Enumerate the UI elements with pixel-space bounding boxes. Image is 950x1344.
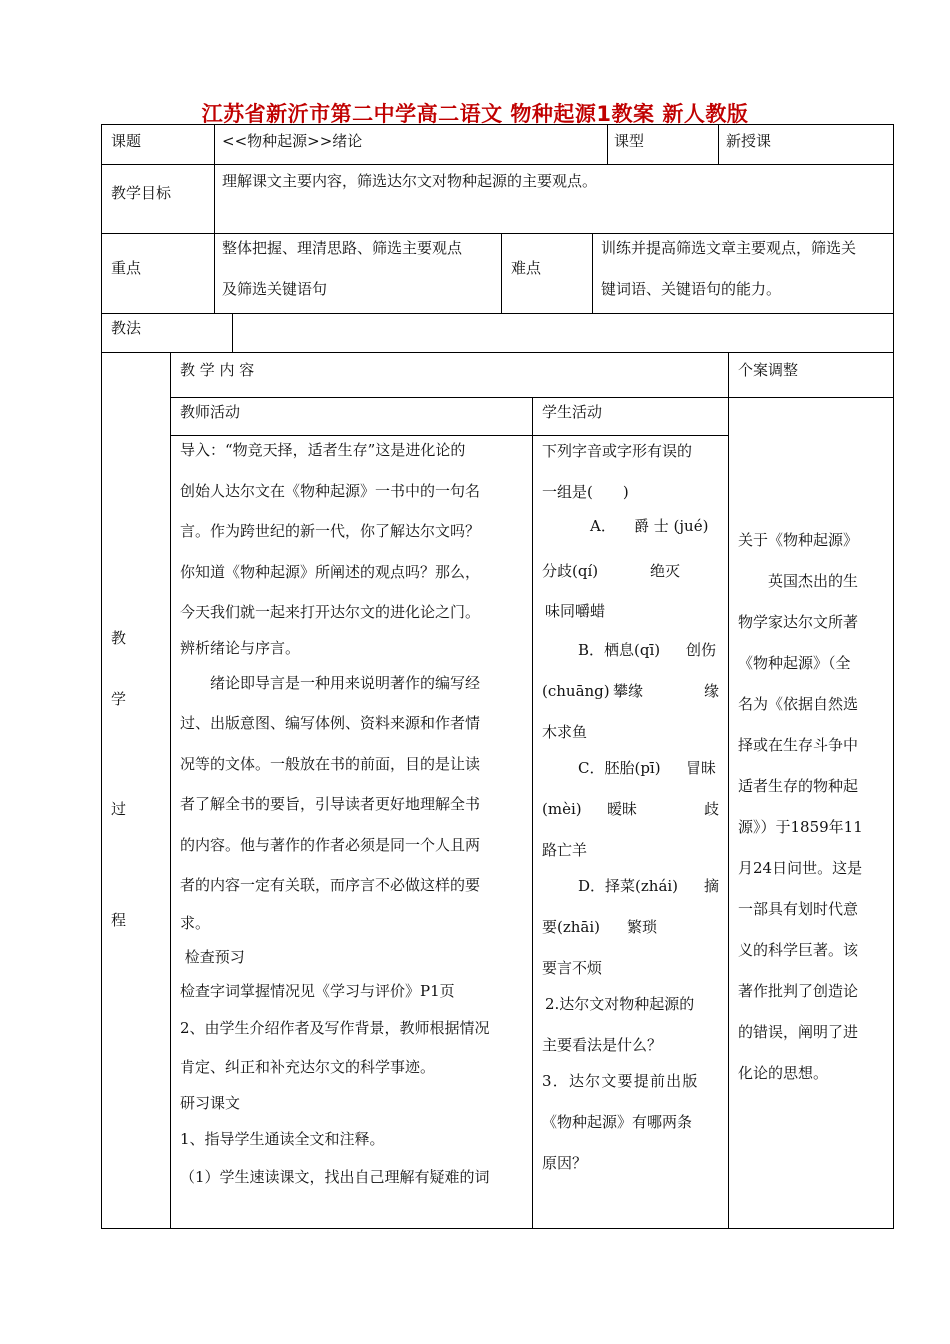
key-value-line1: 整体把握、理清思路、筛选主要观点: [222, 239, 463, 257]
option-b-word: 缘: [704, 682, 720, 700]
teacher-line: 1、指导学生通读全文和注释。: [180, 1129, 385, 1148]
question-3-line2: 《物种起源》有哪两条: [542, 1113, 693, 1131]
adjust-line: 月24日问世。这是: [738, 859, 863, 877]
col-divider: [607, 124, 608, 165]
teacher-activity-header: 教师活动: [180, 403, 241, 421]
adjust-line: 一部具有划时代意: [738, 900, 859, 918]
col-divider: [592, 233, 593, 314]
adjust-line: 物学家达尔文所著: [738, 613, 859, 631]
option-b-label: B．栖息(qī): [578, 641, 661, 659]
lesson-type-label: 课型: [614, 132, 645, 150]
topic-value: <<物种起源>>绪论: [222, 132, 363, 150]
teacher-line: 的内容。他与著作的作者必须是同一个人且两: [180, 835, 481, 854]
teacher-line: 辨析绪论与序言。: [180, 638, 301, 657]
row-divider: [101, 313, 894, 314]
process-label-char: 过: [111, 800, 127, 818]
adjust-line: 义的科学巨著。该: [738, 941, 859, 959]
difficulty-line2: 键词语、关键语句的能力。: [601, 280, 782, 298]
option-d-word: 要言不烦: [542, 959, 603, 977]
col-divider: [501, 233, 502, 314]
teacher-line: 你知道《物种起源》所阐述的观点吗？那么，: [180, 562, 481, 581]
teacher-line: 绪论即导言是一种用来说明著作的编写经: [180, 673, 481, 692]
option-c-word: 冒昧: [686, 759, 717, 777]
key-label: 重点: [111, 259, 142, 277]
adjust-line: 关于《物种起源》: [738, 531, 859, 549]
adjust-line: 《物种起源》（全: [738, 654, 851, 672]
question-2-line2: 主要看法是什么？: [542, 1036, 663, 1054]
adjust-line: 化论的思想。: [738, 1064, 829, 1082]
option-b-word: 创伤: [686, 641, 717, 659]
option-a-label: A．: [590, 517, 616, 535]
option-a-word: 爵 士 (jué): [634, 517, 709, 535]
col-divider: [214, 124, 215, 234]
method-label: 教法: [111, 319, 142, 337]
row-divider: [101, 352, 894, 353]
adjust-header: 个案调整: [738, 361, 799, 379]
col-divider: [232, 313, 233, 353]
goal-value: 理解课文主要内容，筛选达尔文对物种起源的主要观点。: [222, 172, 598, 190]
option-c-word: 路亡羊: [542, 841, 588, 859]
option-a-word: 味同嚼蜡: [545, 602, 606, 620]
teacher-line: 检查字词掌握情况见《学习与评价》P1页: [180, 981, 455, 1000]
teacher-line: 者的内容一定有关联，而序言不必做这样的要: [180, 876, 481, 894]
col-divider: [214, 233, 215, 314]
adjust-line: 的错误，阐明了进: [738, 1023, 859, 1041]
topic-label: 课题: [111, 132, 142, 150]
process-label-char: 教: [111, 629, 127, 647]
teacher-line: 研习课文: [180, 1093, 241, 1112]
option-a-word: 绝灭: [650, 562, 681, 580]
teacher-line: 况等的文体。一般放在书的前面，目的是让读: [180, 754, 481, 773]
adjust-notes: [738, 520, 886, 1094]
teacher-line: 过、出版意图、编写体例、资料来源和作者情: [180, 714, 481, 732]
question-1-line2: 一组是( ): [542, 483, 629, 501]
teacher-line: 今天我们就一起来打开达尔文的进化论之门。: [180, 603, 481, 621]
teacher-line: 创始人达尔文在《物种起源》一书中的一句名: [180, 481, 481, 500]
option-a-word: 分歧(qí): [542, 562, 599, 580]
col-divider: [532, 397, 533, 1229]
content-header: 教 学 内 容: [180, 361, 255, 379]
option-b-word: 木求鱼: [542, 723, 588, 741]
teacher-line: 肯定、纠正和补充达尔文的科学事迹。: [180, 1057, 436, 1076]
row-divider: [101, 164, 894, 165]
option-d-word: 要(zhāi): [542, 918, 601, 936]
question-1-line1: 下列字音或字形有误的: [542, 442, 693, 460]
goal-label: 教学目标: [111, 184, 172, 202]
col-divider: [170, 352, 171, 1229]
adjust-line: 著作批判了创造论: [738, 982, 859, 1000]
col-divider: [728, 352, 729, 1229]
row-divider: [101, 233, 894, 234]
option-c-word: 歧: [704, 800, 720, 818]
option-b-word: 攀缘: [613, 682, 644, 700]
process-label-char: 学: [111, 690, 127, 708]
teacher-line: 2、由学生介绍作者及写作背景，教师根据情况: [180, 1018, 490, 1037]
question-3-line3: 原因？: [542, 1154, 588, 1172]
key-value-line2: 及筛选关键语句: [222, 280, 328, 298]
option-c-word: (mèi): [542, 800, 582, 818]
teacher-line: 检查预习: [180, 947, 245, 966]
question-3-line1: 3．达尔文要提前出版: [542, 1072, 699, 1090]
option-d-word: 繁琐: [627, 918, 658, 936]
adjust-line: 英国杰出的生: [738, 572, 859, 590]
teacher-activity-text: [180, 430, 525, 1196]
adjust-line: 源》）于1859年11: [738, 818, 863, 836]
teacher-line: 者了解全书的要旨，引导读者更好地理解全书: [180, 795, 481, 813]
adjust-line: 择或在生存斗争中: [738, 736, 859, 754]
adjust-line: 名为《依据自然选: [738, 695, 859, 713]
difficulty-label: 难点: [511, 259, 542, 277]
option-c-word: 暧昧: [607, 800, 638, 818]
option-d-label: D．择菜(zhái): [578, 877, 679, 895]
difficulty-line1: 训练并提高筛选文章主要观点，筛选关: [601, 239, 857, 257]
option-c-label: C．胚胎(pī): [578, 759, 661, 777]
option-b-word: (chuāng): [542, 682, 610, 700]
option-d-word: 摘: [704, 877, 720, 895]
adjust-line: 适者生存的物种起: [738, 777, 859, 795]
teacher-line: 求。: [180, 913, 211, 932]
teacher-line: （1）学生速读课文，找出自己理解有疑难的词: [180, 1167, 490, 1186]
lesson-type-value: 新授课: [726, 132, 772, 150]
col-divider: [718, 124, 719, 165]
student-activity-header: 学生活动: [542, 403, 603, 421]
process-label-char: 程: [111, 911, 127, 929]
teacher-line: 导入：“物竞天择，适者生存”这是进化论的: [180, 441, 466, 459]
teacher-line: 言。作为跨世纪的新一代，你了解达尔文吗？: [180, 522, 481, 540]
question-2-line1: 2.达尔文对物种起源的: [545, 995, 695, 1013]
document-title: 江苏省新沂市第二中学高二语文 物种起源1教案 新人教版: [201, 102, 749, 126]
